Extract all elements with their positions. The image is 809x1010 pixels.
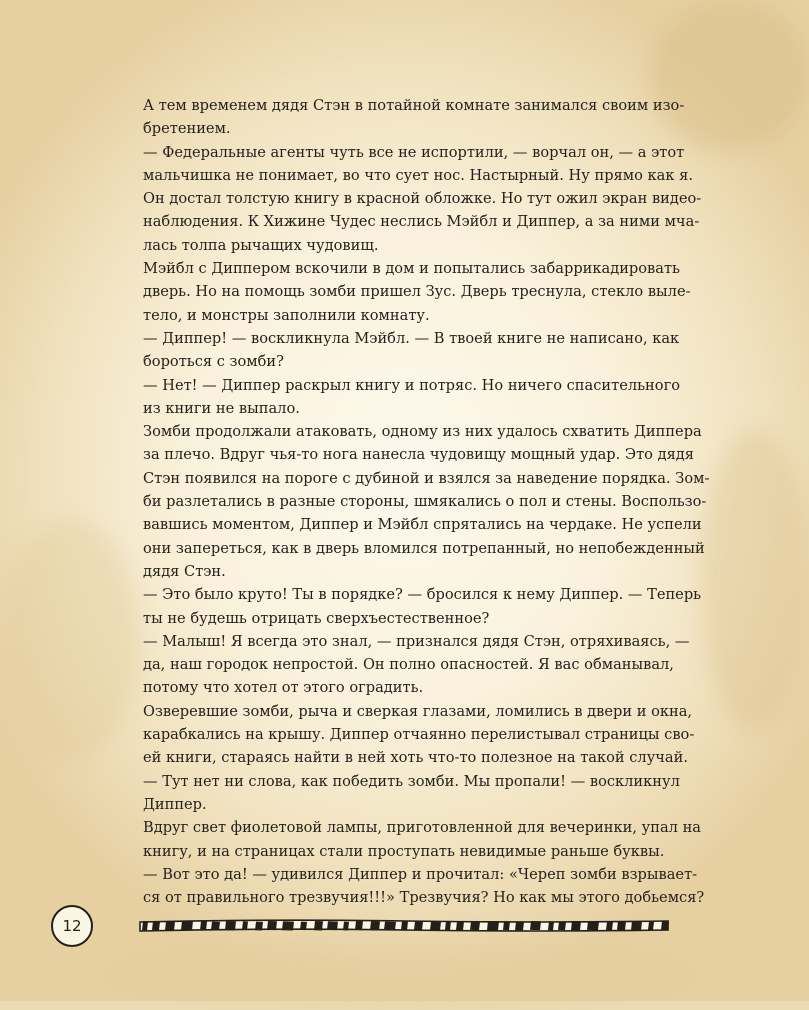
text-line: — Малыш! Я всегда это знал, — признался дядя Стэн, отряхиваясь, — [143, 632, 690, 650]
text-line: мальчишка не понимает, во что сует нос. Настырный. Ну прямо как я. [143, 166, 693, 184]
divider-block [181, 921, 193, 930]
text-line: тело, и монстры заполнили комнату. [143, 306, 430, 324]
text-line: из книги не выпало. [143, 399, 300, 417]
paper-stain [650, 0, 809, 150]
divider-block [152, 921, 160, 930]
divider-block [515, 922, 524, 931]
divider-block [487, 921, 499, 931]
divider-block [327, 921, 338, 930]
divider-block [456, 921, 464, 930]
page-number: 12 [62, 917, 82, 935]
divider-block [558, 922, 566, 931]
divider-block [401, 921, 408, 931]
divider-block [165, 922, 175, 931]
divider-block [211, 922, 220, 931]
divider-block [661, 921, 669, 931]
page-number-badge [51, 905, 93, 947]
text-line: книгу, и на страницах стали проступать невидимые раньше буквы. [143, 842, 665, 860]
divider-block [587, 921, 599, 930]
text-line: бретением. [143, 120, 231, 138]
text-line: Озверевшие зомби, рыча и сверкая глазами, ломились в двери и окна, [143, 702, 693, 720]
divider-block [370, 921, 380, 930]
text-line: А тем временем дядя Стэн в потайной комнате занимался своим изо- [143, 97, 685, 114]
divider-block [384, 922, 396, 931]
text-line: лась толпа рычащих чудовищ. [143, 236, 379, 254]
divider-block [606, 922, 613, 931]
divider-block [314, 921, 323, 931]
divider-block [414, 921, 423, 930]
text-line: — Тут нет ни слова, как победить зомби. Мы пропали! — воскликнул [143, 772, 680, 790]
text-line: да, наш городок непростой. Он полно опасностей. Я вас обманывал, [143, 656, 674, 674]
text-line: дверь. Но на помощь зомби пришел Зус. Дверь треснула, стекло выле- [143, 283, 691, 301]
divider-block [617, 921, 626, 930]
text-line: Стэн появился на пороге с дубиной и взялся за наведение порядка. Зом- [143, 469, 710, 487]
text-line: — Это было круто! Ты в порядке? — бросился к нему Диппер. — Теперь [143, 586, 702, 604]
text-line: — Вот это да! — удивился Диппер и прочитал: «Череп зомби взрывает- [143, 865, 698, 883]
text-line: они запереться, как в дверь вломился потрепанный, но непобежденный [143, 539, 705, 557]
text-line: наблюдения. К Хижине Чудес неслись Мэйбл и Диппер, а за ними мча- [143, 213, 700, 231]
divider-block [355, 921, 363, 930]
text-line: — Диппер! — воскликнула Мэйбл. — В твоей книге не написано, как [143, 329, 680, 347]
text-line: Диппер. [143, 795, 207, 813]
divider-block [142, 921, 148, 931]
divider-block [343, 922, 349, 931]
text-line: ей книги, стараясь найти в ней хоть что-то полезное на такой случай. [143, 749, 688, 767]
text-line: би разлетались в разные стороны, шмякались о пол и стены. Воспользо- [143, 493, 707, 511]
text-line: Мэйбл с Диппером вскочили в дом и попытались забаррикадировать [143, 260, 680, 278]
text-line: вавшись моментом, Диппер и Мэйбл спрятались на чердаке. Не успели [143, 516, 702, 534]
story-text [143, 94, 710, 909]
text-line: Он достал толстую книгу в красной обложке. Но тут ожил экран видео- [143, 190, 702, 208]
text-line: дядя Стэн. [143, 562, 226, 580]
text-line: ся от правильного трезвучия!!!» Трезвучия? Но как мы этого добьемся? [143, 889, 705, 907]
divider-block [300, 922, 307, 931]
divider-block [242, 921, 248, 930]
text-line: ты не будешь отрицать сверхъестественное? [143, 609, 490, 627]
text-line: бороться с зомби? [143, 353, 284, 371]
paper-stain [700, 430, 809, 730]
divider-block [648, 922, 654, 931]
divider-block [200, 921, 207, 930]
divider-block [470, 922, 480, 931]
text-line: потому что хотел от этого оградить. [143, 679, 424, 697]
divider-block [255, 922, 263, 931]
divider-block [530, 921, 541, 930]
text-line: — Нет! — Диппер раскрыл книгу и потряс. Но ничего спасительного [143, 376, 681, 394]
text-line: Вдруг свет фиолетовой лампы, приготовленной для вечеринки, упал на [143, 819, 702, 837]
divider-block [631, 921, 642, 930]
paper-stain [0, 520, 140, 760]
divider-block [225, 921, 236, 931]
paper-stain [100, 940, 700, 1010]
divider-block [282, 921, 294, 930]
divider-block [430, 922, 441, 931]
text-line: — Федеральные агенты чуть все не испортили, — ворчал он, — а этот [143, 143, 685, 161]
text-line: за плечо. Вдруг чья-то нога нанесла чудовищу мощный удар. Это дядя [143, 446, 694, 464]
divider-block [571, 921, 581, 931]
divider-block [548, 921, 554, 930]
divider-block [267, 921, 277, 930]
text-line: карабкались на крышу. Диппер отчаянно перелистывал страницы сво- [143, 726, 695, 744]
divider-block [503, 921, 510, 930]
divider-block [445, 921, 451, 930]
checkered-divider-icon [138, 917, 670, 935]
text-line: Зомби продолжали атаковать, одному из них удалось схватить Диппера [143, 423, 702, 441]
